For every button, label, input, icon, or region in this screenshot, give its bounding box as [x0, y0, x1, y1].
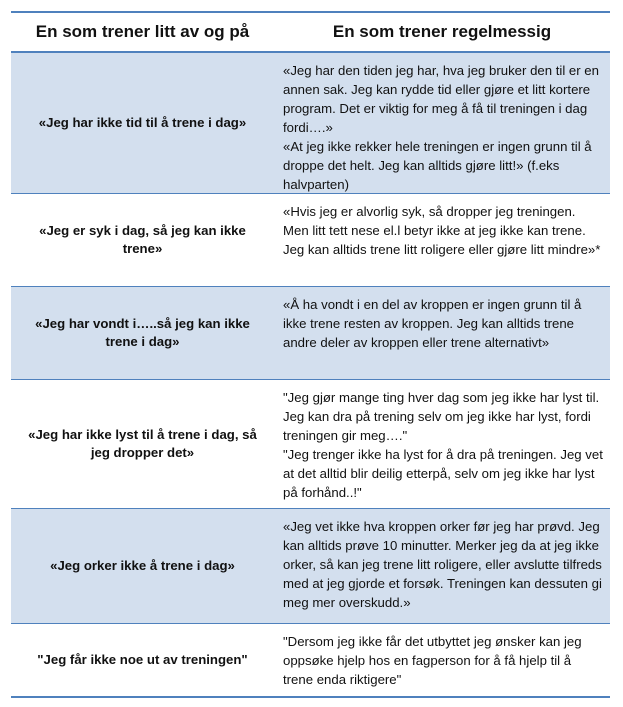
comparison-table	[11, 11, 610, 698]
response-text: "Dersom jeg ikke får det utbyttet jeg ønsker kan jeg oppsøke hjelp hos en fagperson for å få hjelp til å trene enda riktigere"	[283, 634, 582, 687]
excuse-cell: «Jeg har ikke lyst til å trene i dag, så jeg dropper det»	[28, 427, 257, 460]
table-row	[11, 53, 610, 194]
table-row	[11, 624, 610, 696]
response-cell	[274, 287, 610, 379]
excuse-cell: «Jeg har ikke tid til å trene i dag»	[38, 115, 247, 130]
table-row	[11, 380, 610, 509]
excuse-cell: «Jeg orker ikke å trene i dag»	[50, 558, 235, 573]
excuse-cell: "Jeg får ikke noe ut av treningen"	[37, 652, 248, 667]
table-row	[11, 194, 610, 287]
table-row	[11, 287, 610, 380]
table-header	[11, 13, 610, 53]
response-cell	[274, 380, 610, 508]
response-cell	[274, 53, 610, 193]
header-occasional: En som trener litt av og på	[35, 22, 250, 41]
header-regular: En som trener regelmessig	[332, 22, 552, 41]
response-text: «At jeg ikke rekker hele treningen er ingen grunn til å droppe det helt. Jeg kan alltids gjøre litt!» (f.eks halvparten)	[283, 139, 592, 192]
response-cell	[274, 194, 610, 286]
excuse-cell: «Jeg har vondt i…..så jeg kan ikke trene i dag»	[35, 316, 250, 349]
response-cell	[274, 624, 610, 696]
response-text: «Jeg vet ikke hva kroppen orker før jeg har prøvd. Jeg kan alltids prøve 10 minutter. Merker jeg da at jeg ikke orker, så kan jeg trene litt roligere, eller avslutte tilfreds med at jeg gjorde et forsøk. Treningen kan dessuten gi meg mer overskudd.»	[283, 519, 602, 610]
excuse-cell: «Jeg er syk i dag, så jeg kan ikke trene»	[39, 223, 246, 256]
response-text: «Å ha vondt i en del av kroppen er ingen grunn til å ikke trene resten av kroppen. Jeg kan alltids trene andre deler av kroppen eller trene alternativt»	[283, 297, 582, 350]
response-cell	[274, 509, 610, 623]
response-text: «Hvis jeg er alvorlig syk, så dropper jeg treningen. Men litt tett nese el.l betyr ikke at jeg ikke kan trene. Jeg kan alltids trene litt roligere eller gjøre litt mindre»*	[283, 204, 601, 257]
response-text: «Jeg har den tiden jeg har, hva jeg bruker den til er en annen sak. Jeg kan rydde tid eller gjøre et litt kortere program. Det er viktig for meg å få til treningen i dag fordi….»	[283, 63, 599, 135]
response-text: "Jeg trenger ikke ha lyst for å dra på treningen. Jeg vet at det alltid blir deilig etterpå, selv om jeg ikke har lyst på forhånd..!"	[283, 447, 603, 500]
response-text: "Jeg gjør mange ting hver dag som jeg ikke har lyst til. Jeg kan dra på trening selv om jeg ikke har lyst, fordi treningen gir meg…."	[283, 390, 600, 443]
table-row	[11, 509, 610, 624]
